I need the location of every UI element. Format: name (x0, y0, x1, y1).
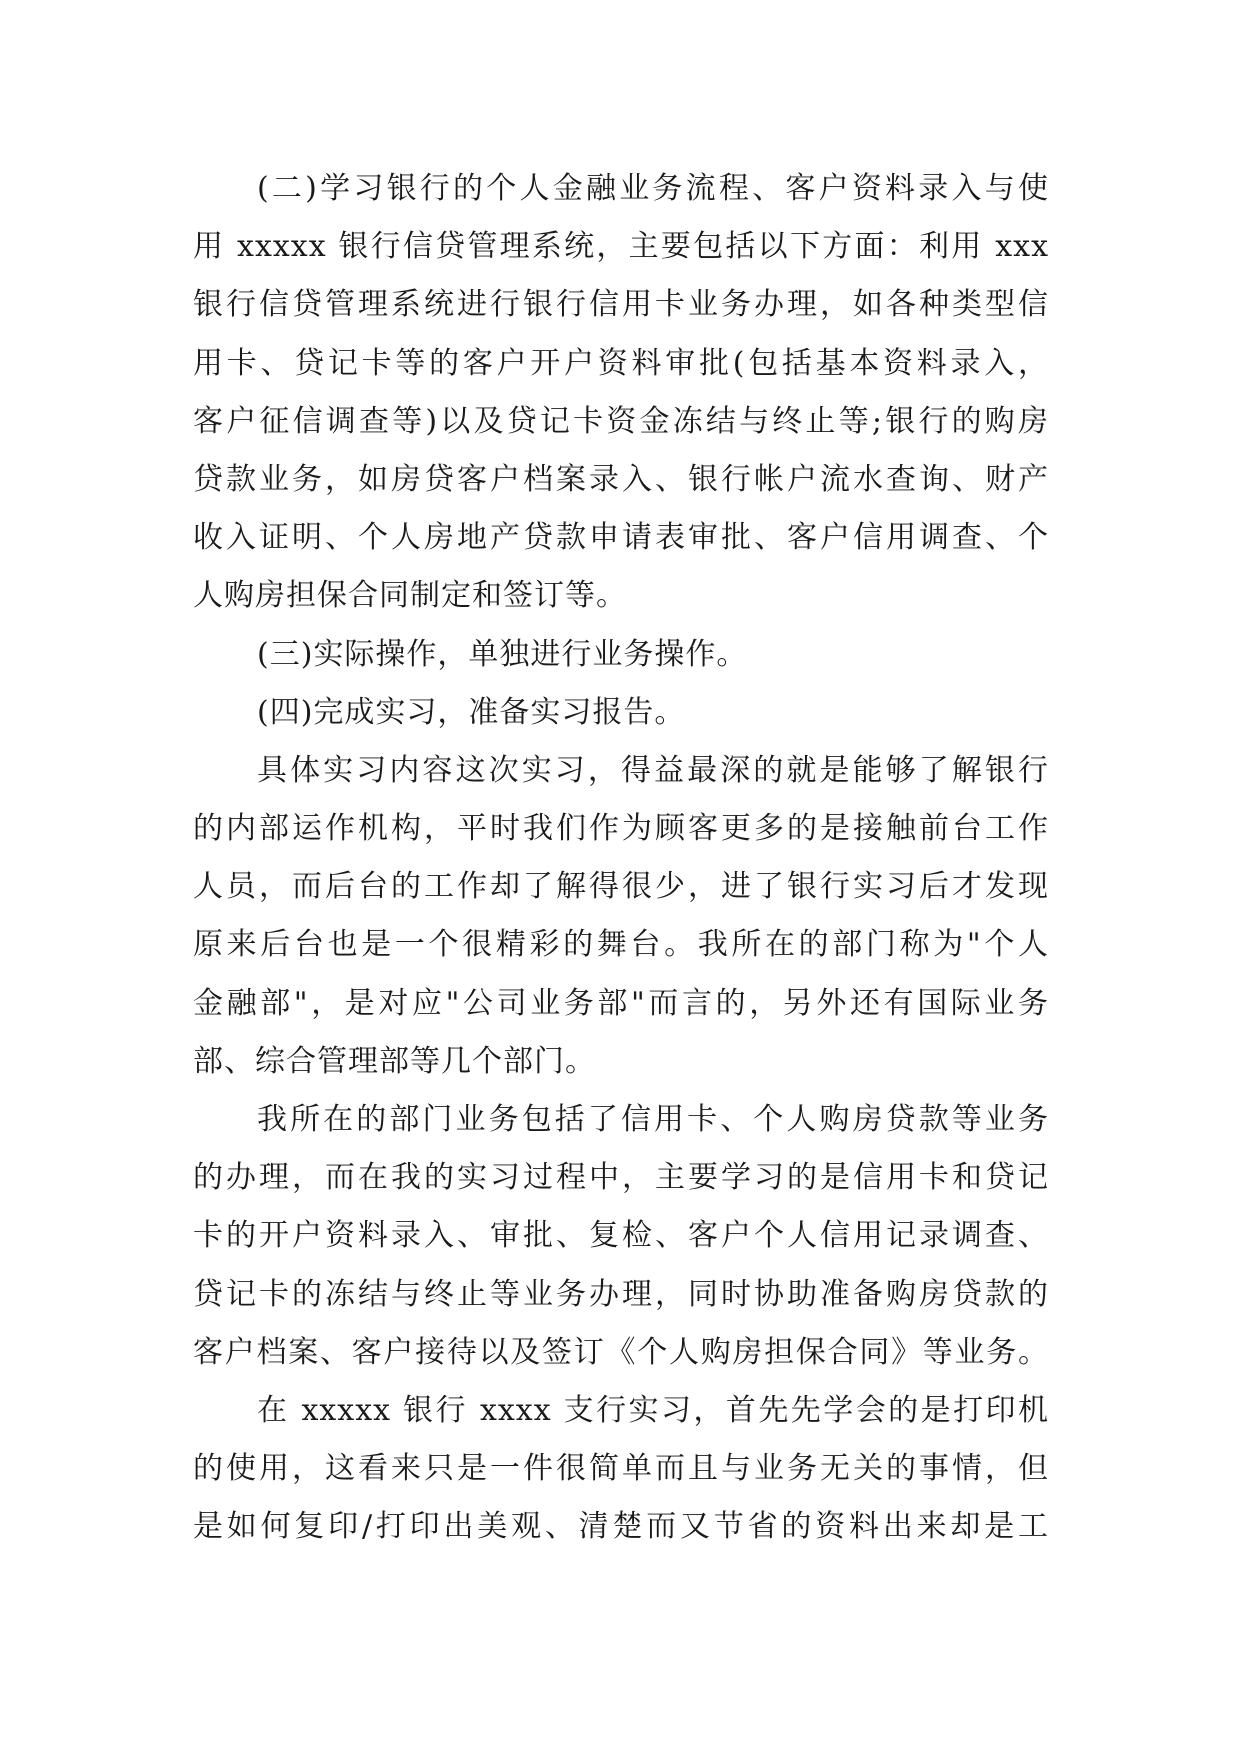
document-body (193, 160, 1049, 1557)
text-line: 部、综合管理部等几个部门。 (193, 1043, 596, 1079)
text-line: 贷记卡的冻结与终止等业务办理，同时协助准备购房贷款的 (193, 1276, 1049, 1312)
text-line: 客户征信调查等)以及贷记卡资金冻结与终止等;银行的购房 (193, 403, 1049, 439)
text-line: 卡的开户资料录入、审批、复检、客户个人信用记录调查、 (193, 1218, 1049, 1254)
text-line: 我所在的部门业务包括了信用卡、个人购房贷款等业务 (257, 1102, 1049, 1137)
text-line: (二)学习银行的个人金融业务流程、客户资料录入与使 (257, 171, 1049, 206)
text-line: 原来后台也是一个很精彩的舞台。我所在的部门称为"个人 (193, 927, 1049, 963)
text-line: 用 xxxxx 银行信贷管理系统，主要包括以下方面：利用 xxx (193, 229, 1049, 265)
text-line: 在 xxxxx 银行 xxxx 支行实习，首先先学会的是打印机 (257, 1392, 1049, 1428)
text-line: 具体实习内容这次实习，得益最深的就是能够了解银行 (257, 752, 1049, 788)
text-line: 金融部"，是对应"公司业务部"而言的，另外还有国际业务 (193, 985, 1049, 1021)
text-line: 是如何复印/打印出美观、清楚而又节省的资料出来却是工 (193, 1509, 1049, 1545)
text-line: 贷款业务，如房贷客户档案录入、银行帐户流水查询、财产 (193, 461, 1049, 497)
text-line: 的办理，而在我的实习过程中，主要学习的是信用卡和贷记 (193, 1160, 1049, 1196)
text-line: (四)完成实习，准备实习报告。 (257, 694, 686, 730)
text-line: 用卡、贷记卡等的客户开户资料审批(包括基本资料录入， (193, 345, 1049, 381)
text-line: 客户档案、客户接待以及签订《个人购房担保合同》等业务。 (193, 1334, 1049, 1370)
text-line: 收入证明、个人房地产贷款申请表审批、客户信用调查、个 (193, 520, 1049, 556)
text-line: 人购房担保合同制定和签订等。 (193, 578, 627, 614)
text-line: 银行信贷管理系统进行银行信用卡业务办理，如各种类型信 (193, 287, 1049, 323)
text-line: 的使用，这看来只是一件很简单而且与业务无关的事情，但 (193, 1451, 1049, 1487)
text-line: (三)实际操作，单独进行业务操作。 (257, 636, 748, 672)
text-line: 人员，而后台的工作却了解得很少，进了银行实习后才发现 (193, 869, 1049, 905)
text-line: 的内部运作机构，平时我们作为顾客更多的是接触前台工作 (193, 811, 1049, 847)
